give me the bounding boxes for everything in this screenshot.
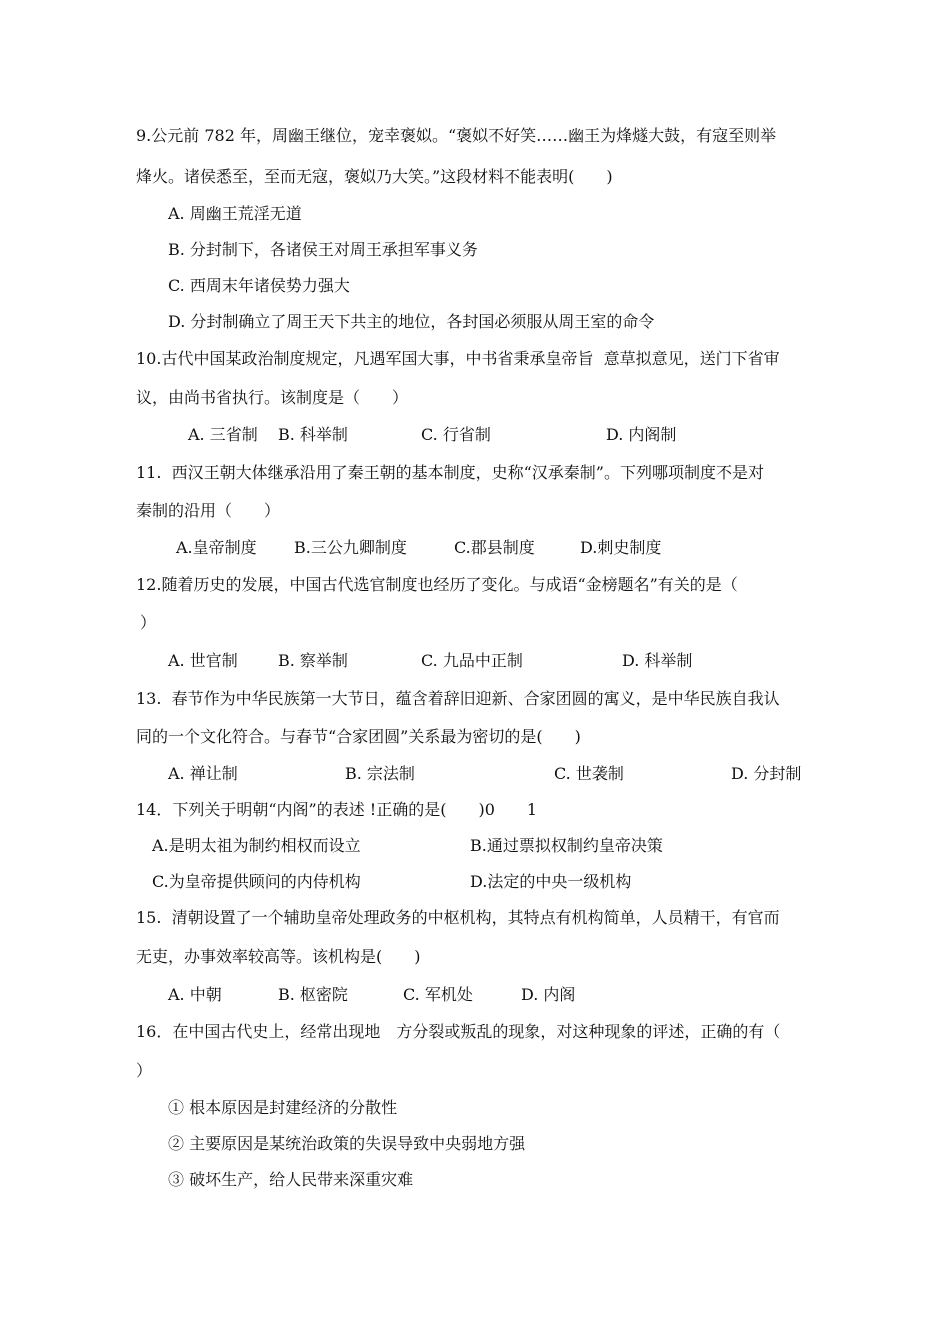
q12-option-b: B. 察举制 [278, 651, 348, 670]
q9-option-c: C. 西周末年诸侯势力强大 [168, 276, 350, 295]
q13-option-c: C. 世袭制 [554, 764, 624, 783]
q14-option-d: D.法定的中央一级机构 [470, 872, 632, 891]
q12-stem-line-1: 12.随着历史的发展，中国古代选官制度也经历了变化。与成语“金榜题名”有关的是（ [136, 575, 738, 594]
q14-option-a: A.是明太祖为制约相权而设立 [152, 836, 361, 855]
q16-stem-line-2: ） [136, 1061, 153, 1080]
q10-option-d: D. 内阁制 [606, 425, 677, 444]
q11-option-a: A.皇帝制度 [176, 538, 257, 557]
q12-option-c: C. 九品中正制 [421, 651, 523, 670]
q10-option-c: C. 行省制 [421, 425, 491, 444]
q11-stem-line-1: 11. 西汉王朝大体继承沿用了秦王朝的基本制度，史称“汉承秦制”。下列哪项制度不是对 [136, 463, 764, 482]
q12-option-a: A. 世官制 [168, 651, 238, 670]
q11-option-d: D.刺史制度 [580, 538, 662, 557]
q9-stem-line-1: 9.公元前 782 年，周幽王继位，宠幸褒姒。“褒姒不好笑……幽王为烽燧大鼓，有寇至则举 [136, 126, 777, 145]
q16-statement-1: ① 根本原因是封建经济的分散性 [168, 1098, 398, 1117]
q12-option-d: D. 科举制 [622, 651, 693, 670]
q15-option-b: B. 枢密院 [278, 985, 348, 1004]
q9-option-d: D. 分封制确立了周王天下共主的地位，各封国必须服从周王室的命令 [168, 312, 655, 331]
q15-option-c: C. 军机处 [403, 985, 473, 1004]
q13-stem-line-1: 13. 春节作为中华民族第一大节日，蕴含着辞旧迎新、合家团圆的寓义，是中华民族自我认 [136, 689, 780, 708]
q13-option-d: D. 分封制 [731, 764, 802, 783]
q16-statement-2: ② 主要原因是某统治政策的失误导致中央弱地方强 [168, 1134, 526, 1153]
q13-option-a: A. 禅让制 [168, 764, 238, 783]
q10-option-a: A. 三省制 [188, 425, 258, 444]
q11-stem-line-2: 秦制的沿用（ ） [136, 501, 281, 520]
q15-option-a: A. 中朝 [168, 985, 222, 1004]
q11-option-c: C.郡县制度 [454, 538, 535, 557]
q15-stem-line-1: 15. 清朝设置了一个辅助皇帝处理政务的中枢机构，其特点有机构简单，人员精干，有官而 [136, 908, 780, 927]
q12-stem-line-2: ） [140, 613, 157, 632]
q10-stem-line-1: 10.古代中国某政治制度规定，凡遇军国大事，中书省秉承皇帝旨 意草拟意见，送门下省审 [136, 349, 780, 368]
q10-stem-line-2: 议，由尚书省执行。该制度是（ ） [136, 388, 409, 407]
q15-stem-line-2: 无吏，办事效率较高等。该机构是( ) [136, 947, 421, 966]
q16-stem-line-1: 16．在中国古代史上，经常出现地 方分裂或叛乱的现象，对这种现象的评述，正确的有（ [136, 1022, 781, 1041]
q9-option-a: A. 周幽王荒淫无道 [168, 204, 302, 223]
q9-option-b: B. 分封制下，各诸侯王对周王承担军事义务 [168, 240, 478, 259]
q10-option-b: B. 科举制 [278, 425, 348, 444]
q13-stem-line-2: 同的一个文化符合。与春节“合家团圆”关系最为密切的是( ) [136, 727, 581, 746]
q14-stem-line-1: 14．下列关于明朝“内阁”的表述 !正确的是( )0 1 [136, 800, 538, 819]
q15-option-d: D. 内阁 [521, 985, 576, 1004]
q16-statement-3: ③ 破坏生产，给人民带来深重灾难 [168, 1170, 414, 1189]
q9-stem-line-2: 烽火。诸侯悉至，至而无寇，褒姒乃大笑。”这段材料不能表明( ) [136, 167, 613, 186]
q14-option-b: B.通过票拟权制约皇帝决策 [470, 836, 663, 855]
q13-option-b: B. 宗法制 [345, 764, 415, 783]
q11-option-b: B.三公九卿制度 [294, 538, 407, 557]
q14-option-c: C.为皇帝提供顾问的内侍机构 [152, 872, 361, 891]
